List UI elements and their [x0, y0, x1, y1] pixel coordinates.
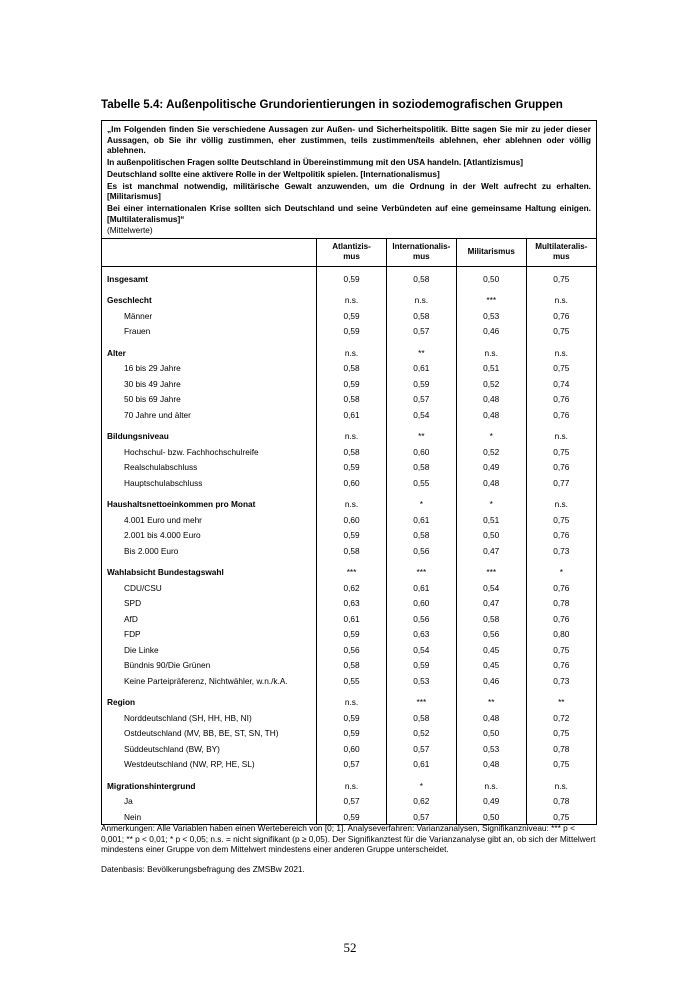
- value-cell: ***: [317, 564, 387, 580]
- value-cell: 0,58: [317, 391, 387, 407]
- column-header: Internationalis- mus: [386, 239, 456, 267]
- value-cell: **: [386, 345, 456, 361]
- column-header: Multilateralis- mus: [526, 239, 596, 267]
- row-label: Hochschul- bzw. Fachhochschulreife: [124, 446, 259, 457]
- value-cell: 0,57: [386, 323, 456, 339]
- value-cell: 0,59: [317, 459, 387, 475]
- statement-atlantizismus: In außenpolitischen Fragen sollte Deutschland in Übereinstimmung mit den USA handeln. [Atlantizismus]: [107, 156, 523, 167]
- table-row: [102, 308, 596, 324]
- table-row: [102, 391, 596, 407]
- table-row: [102, 360, 596, 376]
- row-label: Keine Parteipräferenz, Nichtwähler, w.n./k.A.: [124, 675, 288, 686]
- table-row: [102, 756, 596, 772]
- row-label: Männer: [124, 310, 153, 321]
- value-cell: 0,55: [317, 673, 387, 689]
- value-cell: ***: [386, 564, 456, 580]
- value-cell: 0,58: [317, 543, 387, 559]
- value-cell: *: [386, 778, 456, 794]
- value-cell: 0,59: [317, 710, 387, 726]
- value-cell: 0,59: [317, 308, 387, 324]
- table-header-row: [102, 239, 596, 267]
- value-cell: 0,76: [526, 308, 596, 324]
- value-cell: 0,56: [386, 543, 456, 559]
- row-label: 4.001 Euro und mehr: [124, 514, 202, 525]
- row-label: Wahlabsicht Bundestagswahl: [107, 567, 224, 578]
- value-cell: n.s.: [526, 496, 596, 512]
- value-cell: n.s.: [526, 292, 596, 308]
- value-cell: 0,61: [386, 580, 456, 596]
- value-cell: 0,76: [526, 611, 596, 627]
- table-row: [102, 527, 596, 543]
- value-cell: *: [386, 496, 456, 512]
- value-cell: 0,75: [526, 323, 596, 339]
- row-label: AfD: [124, 613, 138, 624]
- value-cell: 0,59: [317, 376, 387, 392]
- value-cell: 0,58: [386, 459, 456, 475]
- value-cell: 0,59: [317, 323, 387, 339]
- value-cell: 0,54: [456, 580, 526, 596]
- value-cell: **: [526, 694, 596, 710]
- group-row: [102, 778, 596, 794]
- value-cell: 0,48: [456, 407, 526, 423]
- source-text: Datenbasis: Bevölkerungsbefragung des ZMSBw 2021.: [101, 863, 305, 874]
- value-cell: 0,48: [456, 710, 526, 726]
- value-cell: 0,61: [386, 360, 456, 376]
- value-cell: n.s.: [456, 345, 526, 361]
- value-cell: 0,59: [386, 657, 456, 673]
- value-cell: 0,48: [456, 756, 526, 772]
- table-row: [102, 642, 596, 658]
- table-body: [102, 266, 596, 824]
- value-cell: n.s.: [317, 428, 387, 444]
- row-label: CDU/CSU: [124, 582, 162, 593]
- value-cell: 0,58: [317, 444, 387, 460]
- row-label: SPD: [124, 598, 142, 609]
- value-cell: 0,45: [456, 657, 526, 673]
- value-cell: 0,57: [386, 741, 456, 757]
- value-cell: 0,75: [526, 756, 596, 772]
- value-cell: 0,53: [456, 741, 526, 757]
- table-row: [102, 611, 596, 627]
- row-label: Bündnis 90/Die Grünen: [124, 660, 211, 671]
- value-cell: 0,52: [386, 725, 456, 741]
- table-row: [102, 543, 596, 559]
- value-cell: 0,75: [526, 512, 596, 528]
- value-cell: *: [456, 428, 526, 444]
- statement-internationalismus: Deutschland sollte eine aktivere Rolle in der Weltpolitik spielen. [Internationalismus]: [107, 168, 440, 179]
- value-cell: 0,61: [317, 407, 387, 423]
- value-cell: 0,59: [317, 725, 387, 741]
- value-cell: 0,76: [526, 657, 596, 673]
- row-label: Migrationshintergrund: [107, 780, 196, 791]
- value-cell: n.s.: [317, 292, 387, 308]
- question-intro: [102, 121, 596, 239]
- header-group-label: [102, 239, 317, 267]
- group-row: [102, 564, 596, 580]
- value-cell: 0,60: [317, 512, 387, 528]
- table-row: [102, 710, 596, 726]
- value-cell: 0,75: [526, 725, 596, 741]
- table-row: [102, 512, 596, 528]
- statement-militarismus: Es ist manchmal notwendig, militärische Gewalt anzuwenden, um die Ordnung in der Welt aufrecht zu erhalten. [Militarismus]: [107, 180, 591, 202]
- value-cell: 0,58: [317, 657, 387, 673]
- row-label: Frauen: [124, 326, 151, 337]
- value-cell: 0,59: [317, 809, 387, 825]
- value-cell: 0,75: [526, 266, 596, 286]
- column-header: Militarismus: [456, 239, 526, 267]
- mean-note: (Mittelwerte): [107, 225, 153, 236]
- value-cell: 0,60: [317, 741, 387, 757]
- value-cell: 0,76: [526, 459, 596, 475]
- value-cell: 0,50: [456, 266, 526, 286]
- row-label: Bis 2.000 Euro: [124, 545, 179, 556]
- table-row: [102, 580, 596, 596]
- value-cell: 0,58: [386, 308, 456, 324]
- table-title: Tabelle 5.4: Außenpolitische Grundorientierungen in soziodemografischen Gruppen: [101, 98, 563, 111]
- value-cell: 0,49: [456, 793, 526, 809]
- value-cell: 0,52: [456, 376, 526, 392]
- value-cell: ***: [386, 694, 456, 710]
- table-row: [102, 475, 596, 491]
- table-row: [102, 323, 596, 339]
- statement-multilateralismus: Bei einer internationalen Krise sollten sich Deutschland und seine Verbündeten auf eine gemeinsame Haltung einigen. [Multilateralismus]“: [107, 202, 591, 224]
- value-cell: 0,60: [317, 475, 387, 491]
- row-label: Region: [107, 697, 136, 708]
- column-header: Atlantizis- mus: [317, 239, 387, 267]
- group-row: [102, 292, 596, 308]
- table-row: [102, 725, 596, 741]
- group-row: [102, 496, 596, 512]
- table-container: [101, 120, 597, 825]
- table-row: [102, 376, 596, 392]
- value-cell: n.s.: [317, 694, 387, 710]
- row-label: 50 bis 69 Jahre: [124, 394, 181, 405]
- value-cell: 0,76: [526, 527, 596, 543]
- value-cell: n.s.: [317, 778, 387, 794]
- value-cell: 0,45: [456, 642, 526, 658]
- value-cell: 0,51: [456, 360, 526, 376]
- value-cell: n.s.: [526, 778, 596, 794]
- page-number: 52: [343, 940, 357, 955]
- value-cell: 0,78: [526, 793, 596, 809]
- value-cell: 0,63: [317, 595, 387, 611]
- row-label: Alter: [107, 347, 126, 358]
- table-row: [102, 407, 596, 423]
- value-cell: 0,73: [526, 543, 596, 559]
- row-label: Nein: [124, 811, 142, 822]
- value-cell: 0,59: [317, 527, 387, 543]
- value-cell: **: [456, 694, 526, 710]
- table-row: [102, 793, 596, 809]
- row-label: Realschulabschluss: [124, 462, 198, 473]
- row-label: FDP: [124, 629, 141, 640]
- value-cell: 0,47: [456, 595, 526, 611]
- value-cell: 0,62: [386, 793, 456, 809]
- group-row: [102, 345, 596, 361]
- value-cell: 0,50: [456, 725, 526, 741]
- value-cell: 0,47: [456, 543, 526, 559]
- value-cell: 0,54: [386, 642, 456, 658]
- row-label: Die Linke: [124, 644, 159, 655]
- value-cell: 0,56: [317, 642, 387, 658]
- value-cell: 0,50: [456, 527, 526, 543]
- value-cell: n.s.: [386, 292, 456, 308]
- value-cell: n.s.: [456, 778, 526, 794]
- value-cell: 0,57: [386, 391, 456, 407]
- value-cell: 0,58: [386, 527, 456, 543]
- question-text: „Im Folgenden finden Sie verschiedene Aussagen zur Außen- und Sicherheitspolitik. Bitte sagen Sie mir zu jeder dieser Aussagen, ob Sie ihr völlig zustimmen, eher zustimmen, teils zustimmen/teils ablehnen, eher ablehnen oder völlig ablehnen.: [107, 124, 591, 156]
- value-cell: 0,78: [526, 741, 596, 757]
- value-cell: 0,51: [456, 512, 526, 528]
- value-cell: 0,61: [317, 611, 387, 627]
- row-label: 30 bis 49 Jahre: [124, 378, 181, 389]
- table-row: [102, 741, 596, 757]
- value-cell: n.s.: [317, 345, 387, 361]
- value-cell: 0,48: [456, 475, 526, 491]
- row-label: Norddeutschland (SH, HH, HB, NI): [124, 712, 252, 723]
- value-cell: 0,76: [526, 391, 596, 407]
- value-cell: 0,53: [386, 673, 456, 689]
- value-cell: 0,55: [386, 475, 456, 491]
- value-cell: 0,56: [456, 626, 526, 642]
- value-cell: 0,60: [386, 595, 456, 611]
- value-cell: 0,52: [456, 444, 526, 460]
- value-cell: 0,77: [526, 475, 596, 491]
- value-cell: *: [526, 564, 596, 580]
- value-cell: 0,61: [386, 512, 456, 528]
- row-label: Geschlecht: [107, 295, 152, 306]
- value-cell: 0,76: [526, 407, 596, 423]
- row-label: Haushaltsnettoeinkommen pro Monat: [107, 499, 256, 510]
- row-label: Westdeutschland (NW, RP, HE, SL): [124, 759, 255, 770]
- value-cell: 0,72: [526, 710, 596, 726]
- value-cell: 0,63: [386, 626, 456, 642]
- table-row: [102, 595, 596, 611]
- row-label: Hauptschulabschluss: [124, 477, 203, 488]
- table-row: [102, 444, 596, 460]
- table-notes: [101, 823, 598, 883]
- value-cell: 0,57: [386, 809, 456, 825]
- value-cell: n.s.: [526, 428, 596, 444]
- row-label: Ostdeutschland (MV, BB, BE, ST, SN, TH): [124, 728, 279, 739]
- results-table: [102, 239, 596, 825]
- value-cell: 0,75: [526, 444, 596, 460]
- value-cell: n.s.: [526, 345, 596, 361]
- value-cell: 0,75: [526, 360, 596, 376]
- remarks-text: Anmerkungen: Alle Variablen haben einen Wertebereich von [0; 1]. Analyseverfahren: Varianzanalysen, Signifikanzniveau: *** p < 0,001; ** p < 0,01; * p < 0,05; n.s. = nicht signifikant (p ≥ 0,05). Der Signifikanztest für die Varianzanalyse gibt an, ob sich der Mittelwert mindestens einer Gruppe von dem Mittelwert mindestens einer anderen Gruppe unterscheidet.: [101, 823, 596, 855]
- value-cell: 0,80: [526, 626, 596, 642]
- value-cell: ***: [456, 564, 526, 580]
- value-cell: 0,60: [386, 444, 456, 460]
- value-cell: 0,48: [456, 391, 526, 407]
- value-cell: *: [456, 496, 526, 512]
- value-cell: 0,62: [317, 580, 387, 596]
- value-cell: 0,59: [317, 626, 387, 642]
- value-cell: 0,78: [526, 595, 596, 611]
- value-cell: 0,58: [386, 710, 456, 726]
- value-cell: 0,74: [526, 376, 596, 392]
- value-cell: 0,57: [317, 793, 387, 809]
- row-label: Bildungsniveau: [107, 431, 169, 442]
- value-cell: 0,59: [386, 376, 456, 392]
- row-label: 16 bis 29 Jahre: [124, 363, 181, 374]
- row-label: 70 Jahre und älter: [124, 409, 191, 420]
- value-cell: 0,58: [317, 360, 387, 376]
- value-cell: 0,50: [456, 809, 526, 825]
- row-label: Süddeutschland (BW, BY): [124, 743, 220, 754]
- value-cell: 0,59: [317, 266, 387, 286]
- value-cell: 0,75: [526, 642, 596, 658]
- table-row: [102, 626, 596, 642]
- row-label: Insgesamt: [107, 273, 149, 284]
- table-row: [102, 657, 596, 673]
- value-cell: 0,58: [386, 266, 456, 286]
- value-cell: 0,75: [526, 809, 596, 825]
- value-cell: 0,46: [456, 323, 526, 339]
- group-row: [102, 266, 596, 286]
- value-cell: **: [386, 428, 456, 444]
- group-row: [102, 694, 596, 710]
- value-cell: 0,61: [386, 756, 456, 772]
- value-cell: 0,57: [317, 756, 387, 772]
- value-cell: 0,54: [386, 407, 456, 423]
- value-cell: ***: [456, 292, 526, 308]
- value-cell: 0,46: [456, 673, 526, 689]
- value-cell: n.s.: [317, 496, 387, 512]
- value-cell: 0,56: [386, 611, 456, 627]
- row-label: 2.001 bis 4.000 Euro: [124, 530, 201, 541]
- value-cell: 0,53: [456, 308, 526, 324]
- value-cell: 0,73: [526, 673, 596, 689]
- group-row: [102, 428, 596, 444]
- row-label: Ja: [124, 796, 133, 807]
- value-cell: 0,76: [526, 580, 596, 596]
- value-cell: 0,49: [456, 459, 526, 475]
- table-row: [102, 459, 596, 475]
- value-cell: 0,58: [456, 611, 526, 627]
- table-row: [102, 673, 596, 689]
